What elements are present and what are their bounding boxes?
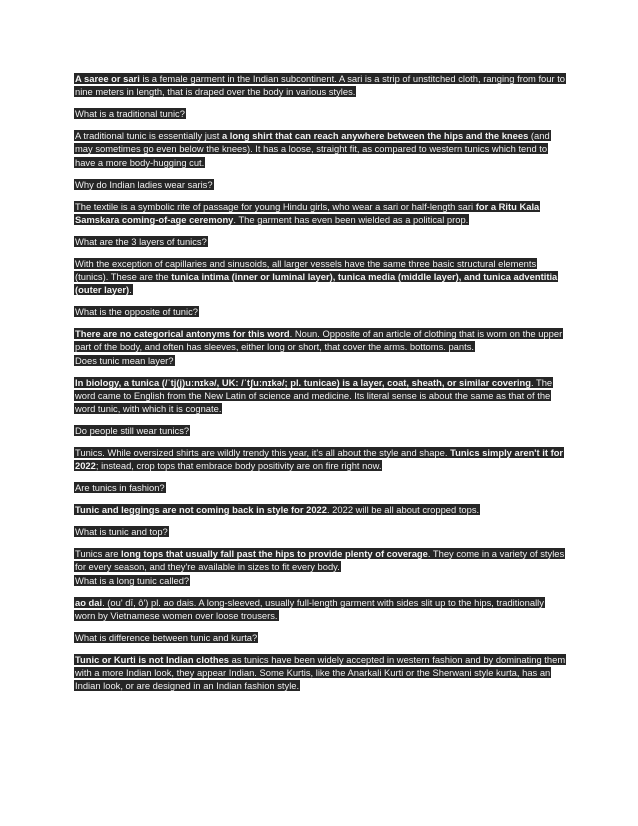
- paragraph-why-saris: [74, 200, 566, 226]
- question-why-saris: [74, 178, 566, 191]
- question-text: What is a long tunic called?: [75, 574, 190, 586]
- paragraph-traditional-tunic: [74, 129, 566, 169]
- paragraph-still-wear: [74, 446, 566, 472]
- bold-phrase: ao dai: [75, 596, 103, 608]
- question-text: Are tunics in fashion?: [75, 482, 165, 494]
- paragraph-opposite-tunic: [74, 327, 566, 367]
- paragraph-saree-definition: [74, 72, 566, 98]
- paragraph-text: Tunics are: [75, 548, 122, 560]
- paragraph-tunic-and-top: [74, 547, 566, 587]
- paragraph-text: With the exception of capillaries and sinusoids, all larger vessels have the same three basic structural elements (tunics). These are the: [75, 257, 537, 283]
- paragraph-text: A traditional tunic is essentially just: [75, 130, 222, 142]
- paragraph-tunic-vs-kurta: [74, 653, 566, 693]
- paragraph-tunica-biology: [74, 376, 566, 416]
- bold-phrase: long tops that usually fall past the hips to provide plenty of coverage: [121, 548, 428, 560]
- paragraph-text: .: [129, 284, 132, 296]
- paragraph-in-fashion: [74, 503, 566, 516]
- bold-phrase: In biology, a tunica (/ˈtj(j)uːnɪkə/, UK: /ˈtʃuːnɪkə/; pl. tunicae) is a layer, coat, sheath, or similar covering: [75, 376, 531, 388]
- paragraph-text: is a female garment in the Indian subcontinent. A sari is a strip of unstitched cloth, ranging from four to nine meters in length, that is draped over the body in various styles.: [75, 73, 566, 98]
- paragraph-text: . (ou' dī, ô') pl. ao dais. A long-sleeved, usually full-length garment with sides slit up to the hips, traditionally worn by Vietnamese women over loose trousers.: [75, 596, 544, 621]
- document-body: [74, 72, 566, 701]
- paragraph-three-layers: [74, 257, 566, 297]
- question-text: Why do Indian ladies wear saris?: [75, 178, 213, 190]
- question-tunic-vs-kurta: [74, 631, 566, 644]
- question-text: What is the opposite of tunic?: [75, 306, 198, 318]
- paragraph-text: The textile is a symbolic rite of passage for young Hindu girls, who wear a sari or half-length sari: [75, 200, 476, 212]
- paragraph-text: . They come in a variety of styles for every season, and they're available in sizes to fit every body.: [75, 548, 565, 573]
- question-still-wear: [74, 424, 566, 437]
- bold-phrase: for a Ritu Kala Samskara coming-of-age ceremony: [75, 200, 540, 225]
- bold-phrase: Tunics simply aren't it for 2022: [75, 447, 564, 472]
- paragraph-text: . The garment has even been wielded as a political prop.: [233, 213, 469, 225]
- bold-phrase: There are no categorical antonyms for this word: [75, 328, 290, 340]
- paragraph-text: Tunics. While oversized shirts are wildly trendy this year, it's all about the style and shape.: [75, 447, 451, 459]
- question-text: What is a traditional tunic?: [75, 108, 185, 120]
- bold-phrase: Tunic and leggings are not coming back in style for 2022: [75, 504, 327, 516]
- question-text: What are the 3 layers of tunics?: [75, 235, 207, 247]
- question-opposite-tunic: [74, 305, 566, 318]
- question-three-layers: [74, 235, 566, 248]
- question-text: Does tunic mean layer?: [75, 354, 174, 366]
- question-traditional-tunic: [74, 107, 566, 120]
- question-text: Do people still wear tunics?: [75, 425, 190, 437]
- paragraph-text: . Noun. Opposite of an article of clothing that is worn on the upper part of the body, and often has sleeves, either long or short, that cover the arms. bottoms. pants.: [75, 328, 563, 353]
- bold-phrase: Tunic or Kurti is not Indian clothes: [75, 653, 229, 665]
- paragraph-text: as tunics have been widely accepted in western fashion and by dominating them with a more Indian look, they appear Indian. Some Kurtis, like the Anarkali Kurti or the Sherwani style kurta, has an Indian look, or are designed in an Indian fashion style.: [75, 653, 566, 692]
- paragraph-text: . 2022 will be all about cropped tops.: [326, 504, 480, 516]
- question-tunic-and-top: [74, 525, 566, 538]
- bold-phrase: tunica intima (inner or luminal layer), tunica media (middle layer), and tunica adventitia (outer layer): [75, 271, 558, 296]
- bold-phrase: a long shirt that can reach anywhere between the hips and the knees: [221, 130, 529, 142]
- paragraph-text: . The word came to English from the New Latin of science and medicine. Its literal sense is about the same as that of the word tunic, with which it is cognate.: [75, 376, 553, 415]
- question-text: What is tunic and top?: [75, 526, 168, 538]
- question-in-fashion: [74, 481, 566, 494]
- paragraph-text: ; instead, crop tops that embrace body positivity are on fire right now.: [95, 460, 382, 472]
- paragraph-text: (and may sometimes go even below the knees). It has a loose, straight fit, as compared to western tunics which tend to have a more body-hugging cut.: [75, 130, 550, 168]
- question-text: What is difference between tunic and kurta?: [75, 631, 258, 643]
- paragraph-ao-dai: [74, 596, 566, 622]
- bold-phrase: A saree or sari: [75, 73, 140, 84]
